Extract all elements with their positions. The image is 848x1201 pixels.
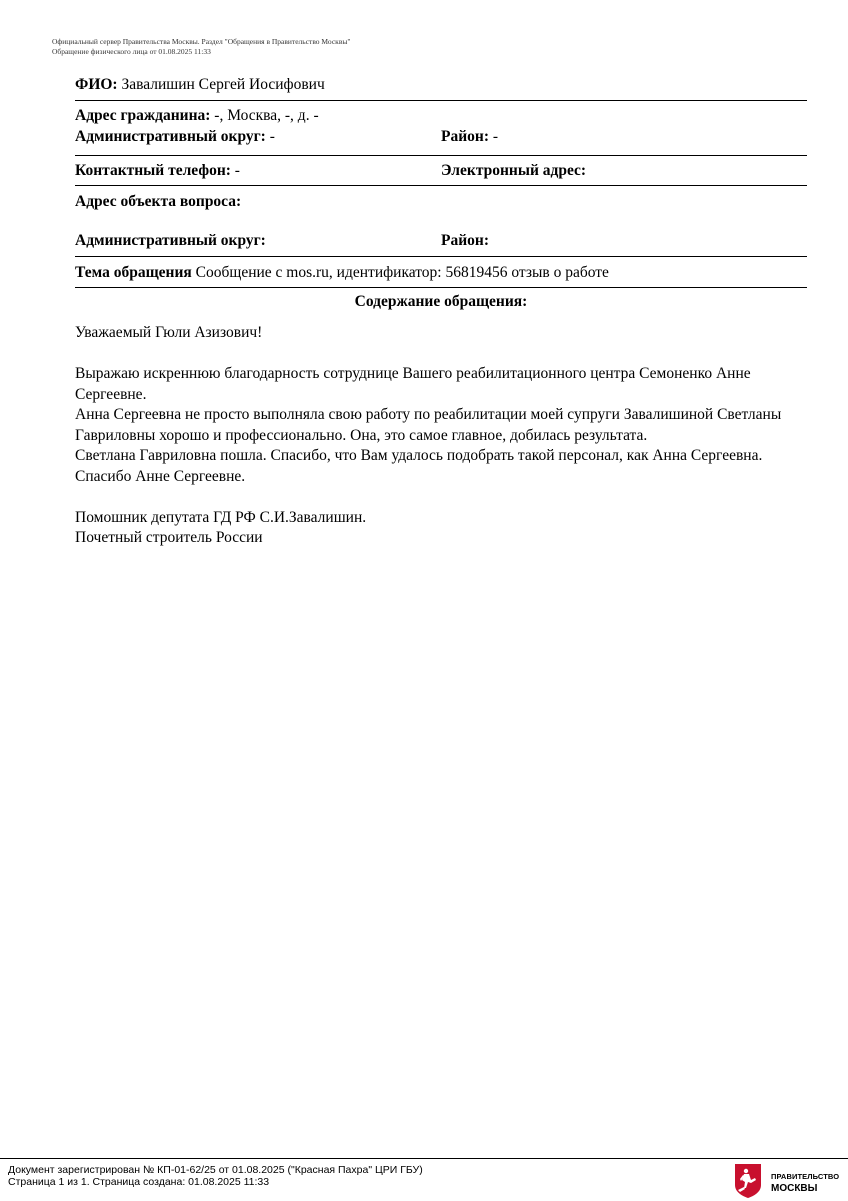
moscow-government-logo [734, 1163, 846, 1199]
object-address-label: Адрес объекта вопроса: [75, 193, 242, 210]
header-line-appeal-date: Обращение физического лица от 01.08.2025 11:33 [52, 46, 211, 56]
header-line-server: Официальный сервер Правительства Москвы. Раздел "Обращения в Правительство Москвы" [52, 37, 351, 46]
district-label: Район: [441, 128, 489, 145]
email-label: Электронный адрес: [441, 162, 587, 179]
object-row [75, 186, 807, 257]
moscow-coat-of-arms-icon [734, 1163, 762, 1199]
paragraph-gratitude: Выражаю искреннюю благодарность сотруднице Вашего реабилитационного центра Семоненко Анне Сергеевне. [75, 365, 751, 403]
district-value: - [489, 128, 499, 145]
address-value: -, Москва, -, д. - [210, 107, 319, 124]
topic-row [75, 257, 807, 288]
fio-row [75, 74, 807, 101]
paragraph-result: Светлана Гавриловна пошла. Спасибо, что Вам удалось подобрать такой персонал, как Анна Сергеевна. [75, 447, 763, 464]
footer-registration: Документ зарегистрирован № КП-01-62/25 от 01.08.2025 ("Красная Пахра" ЦРИ ГБУ) [8, 1164, 423, 1176]
logo-line-government: ПРАВИТЕЛЬСТВО [771, 1172, 840, 1181]
phone-value: - [230, 162, 240, 179]
contact-row [75, 156, 807, 186]
topic-label: Тема обращения [75, 264, 192, 281]
signature-title: Почетный строитель России [75, 529, 263, 546]
signature-position: Помошник депутата ГД РФ С.И.Завалишин. [75, 508, 367, 526]
admin-district-label: Административный округ: [75, 128, 266, 145]
content-title: Содержание обращения: [354, 293, 528, 310]
appeal-form [75, 74, 807, 316]
object-district-label: Район: [441, 232, 489, 249]
logo-line-moscow: МОСКВЫ [771, 1183, 818, 1194]
admin-district-value: - [265, 128, 275, 145]
logo-text [771, 1171, 839, 1195]
address-row [75, 105, 807, 156]
appeal-body [75, 323, 815, 549]
document-footer [0, 1158, 848, 1201]
address-label: Адрес гражданина: [75, 107, 211, 124]
fio-value: Завалишин Сергей Иосифович [117, 76, 325, 93]
document-header-note [52, 37, 350, 56]
footer-text [8, 1164, 423, 1188]
topic-value: Сообщение с mos.ru, идентификатор: 56819456 отзыв о работе [191, 264, 609, 281]
greeting: Уважаемый Гюли Азизович! [75, 324, 263, 341]
footer-page-info: Страница 1 из 1. Страница создана: 01.08.2025 11:33 [8, 1176, 270, 1188]
paragraph-thanks: Спасибо Анне Сергеевне. [75, 467, 246, 485]
object-admin-district-label: Административный округ: [75, 232, 266, 249]
paragraph-work: Анна Сергеевна не просто выполняла свою работу по реабилитации моей супруги Завалишиной Светланы Гавриловны хорошо и профессионально. Она, это самое главное, добилась результата. [75, 406, 782, 444]
phone-label: Контактный телефон: [75, 162, 231, 179]
fio-label: ФИО: [75, 76, 118, 93]
